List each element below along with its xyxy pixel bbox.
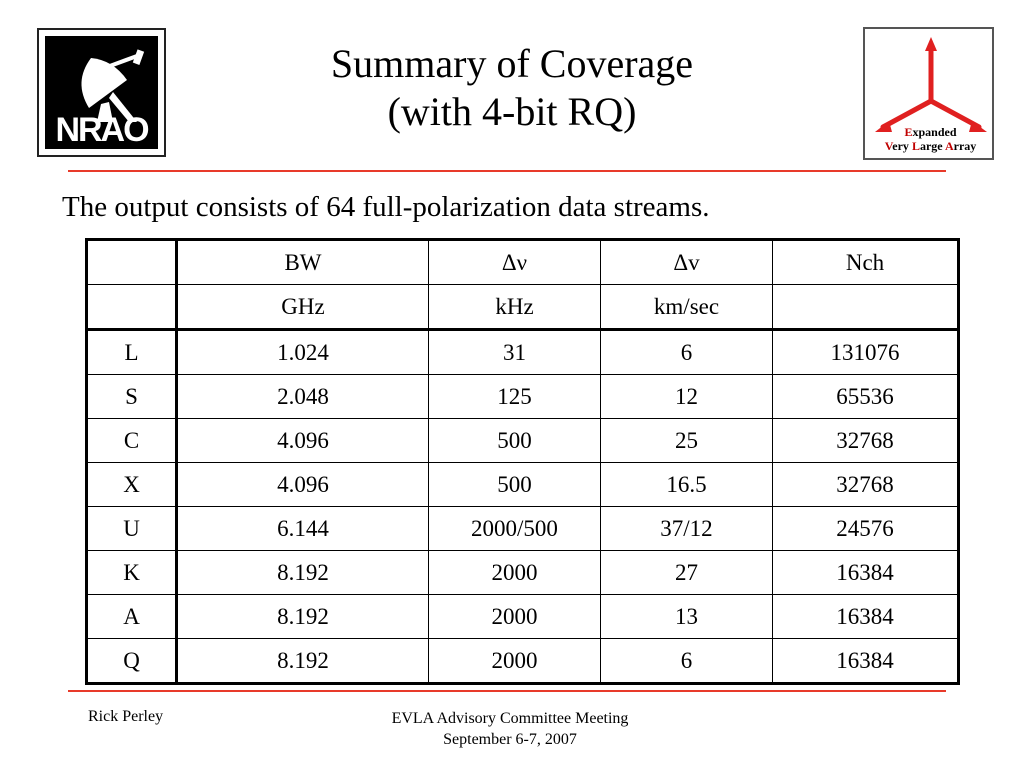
table-row [87, 639, 959, 684]
value-cell: 500 [429, 463, 601, 507]
value-cell: 4.096 [177, 463, 429, 507]
value-cell: 32768 [773, 463, 959, 507]
value-cell: 125 [429, 375, 601, 419]
footer-event: EVLA Advisory Committee Meeting [391, 710, 629, 727]
value-cell: 16.5 [601, 463, 773, 507]
value-cell: 8.192 [177, 595, 429, 639]
band-cell: Q [87, 639, 177, 684]
header-cell: Δν [429, 240, 601, 285]
value-cell: 27 [601, 551, 773, 595]
value-cell: 8.192 [177, 551, 429, 595]
header-cell: Nch [773, 240, 959, 285]
value-cell: 2000 [429, 551, 601, 595]
value-cell: 2000/500 [429, 507, 601, 551]
table-row [87, 595, 959, 639]
value-cell: 6 [601, 639, 773, 684]
footer-date: September 6-7, 2007 [443, 731, 577, 748]
value-cell: 16384 [773, 639, 959, 684]
value-cell: 32768 [773, 419, 959, 463]
units-cell: km/sec [601, 285, 773, 330]
value-cell: 25 [601, 419, 773, 463]
value-cell: 8.192 [177, 639, 429, 684]
band-cell: C [87, 419, 177, 463]
header-cell: BW [177, 240, 429, 285]
evla-logo-line-1: Expanded [904, 125, 957, 139]
value-cell: 2000 [429, 639, 601, 684]
table-row [87, 330, 959, 375]
header-divider [68, 170, 946, 172]
nrao-logo [37, 28, 166, 157]
units-cell: kHz [429, 285, 601, 330]
table-row [87, 463, 959, 507]
title-line-1: Summary of Coverage [330, 41, 694, 86]
coverage-table [85, 238, 960, 685]
footer-divider [68, 690, 946, 692]
value-cell: 1.024 [177, 330, 429, 375]
nrao-logo-text: NRAO [55, 111, 148, 149]
title-line-2: (with 4-bit RQ) [387, 89, 637, 134]
band-cell: L [87, 330, 177, 375]
value-cell: 24576 [773, 507, 959, 551]
footer-author: Rick Perley [88, 708, 164, 725]
value-cell: 131076 [773, 330, 959, 375]
value-cell: 16384 [773, 551, 959, 595]
evla-logo [863, 27, 994, 160]
band-cell: X [87, 463, 177, 507]
value-cell: 12 [601, 375, 773, 419]
table-row [87, 551, 959, 595]
units-cell [773, 285, 959, 330]
value-cell: 31 [429, 330, 601, 375]
units-cell [87, 285, 177, 330]
value-cell: 16384 [773, 595, 959, 639]
value-cell: 6 [601, 330, 773, 375]
table-row [87, 375, 959, 419]
evla-logo-line-2: Very Large Array [884, 139, 977, 153]
value-cell: 37/12 [601, 507, 773, 551]
table-row [87, 507, 959, 551]
header-cell [87, 240, 177, 285]
value-cell: 4.096 [177, 419, 429, 463]
header-cell: Δv [601, 240, 773, 285]
units-cell: GHz [177, 285, 429, 330]
slide-title [200, 40, 824, 136]
value-cell: 13 [601, 595, 773, 639]
intro-text: The output consists of 64 full-polarization data streams. [62, 191, 710, 223]
value-cell: 6.144 [177, 507, 429, 551]
table-row [87, 419, 959, 463]
band-cell: K [87, 551, 177, 595]
band-cell: S [87, 375, 177, 419]
value-cell: 65536 [773, 375, 959, 419]
band-cell: A [87, 595, 177, 639]
footer-meeting [340, 708, 680, 750]
value-cell: 2000 [429, 595, 601, 639]
header-row [87, 240, 959, 285]
value-cell: 2.048 [177, 375, 429, 419]
band-cell: U [87, 507, 177, 551]
units-row [87, 285, 959, 330]
value-cell: 500 [429, 419, 601, 463]
